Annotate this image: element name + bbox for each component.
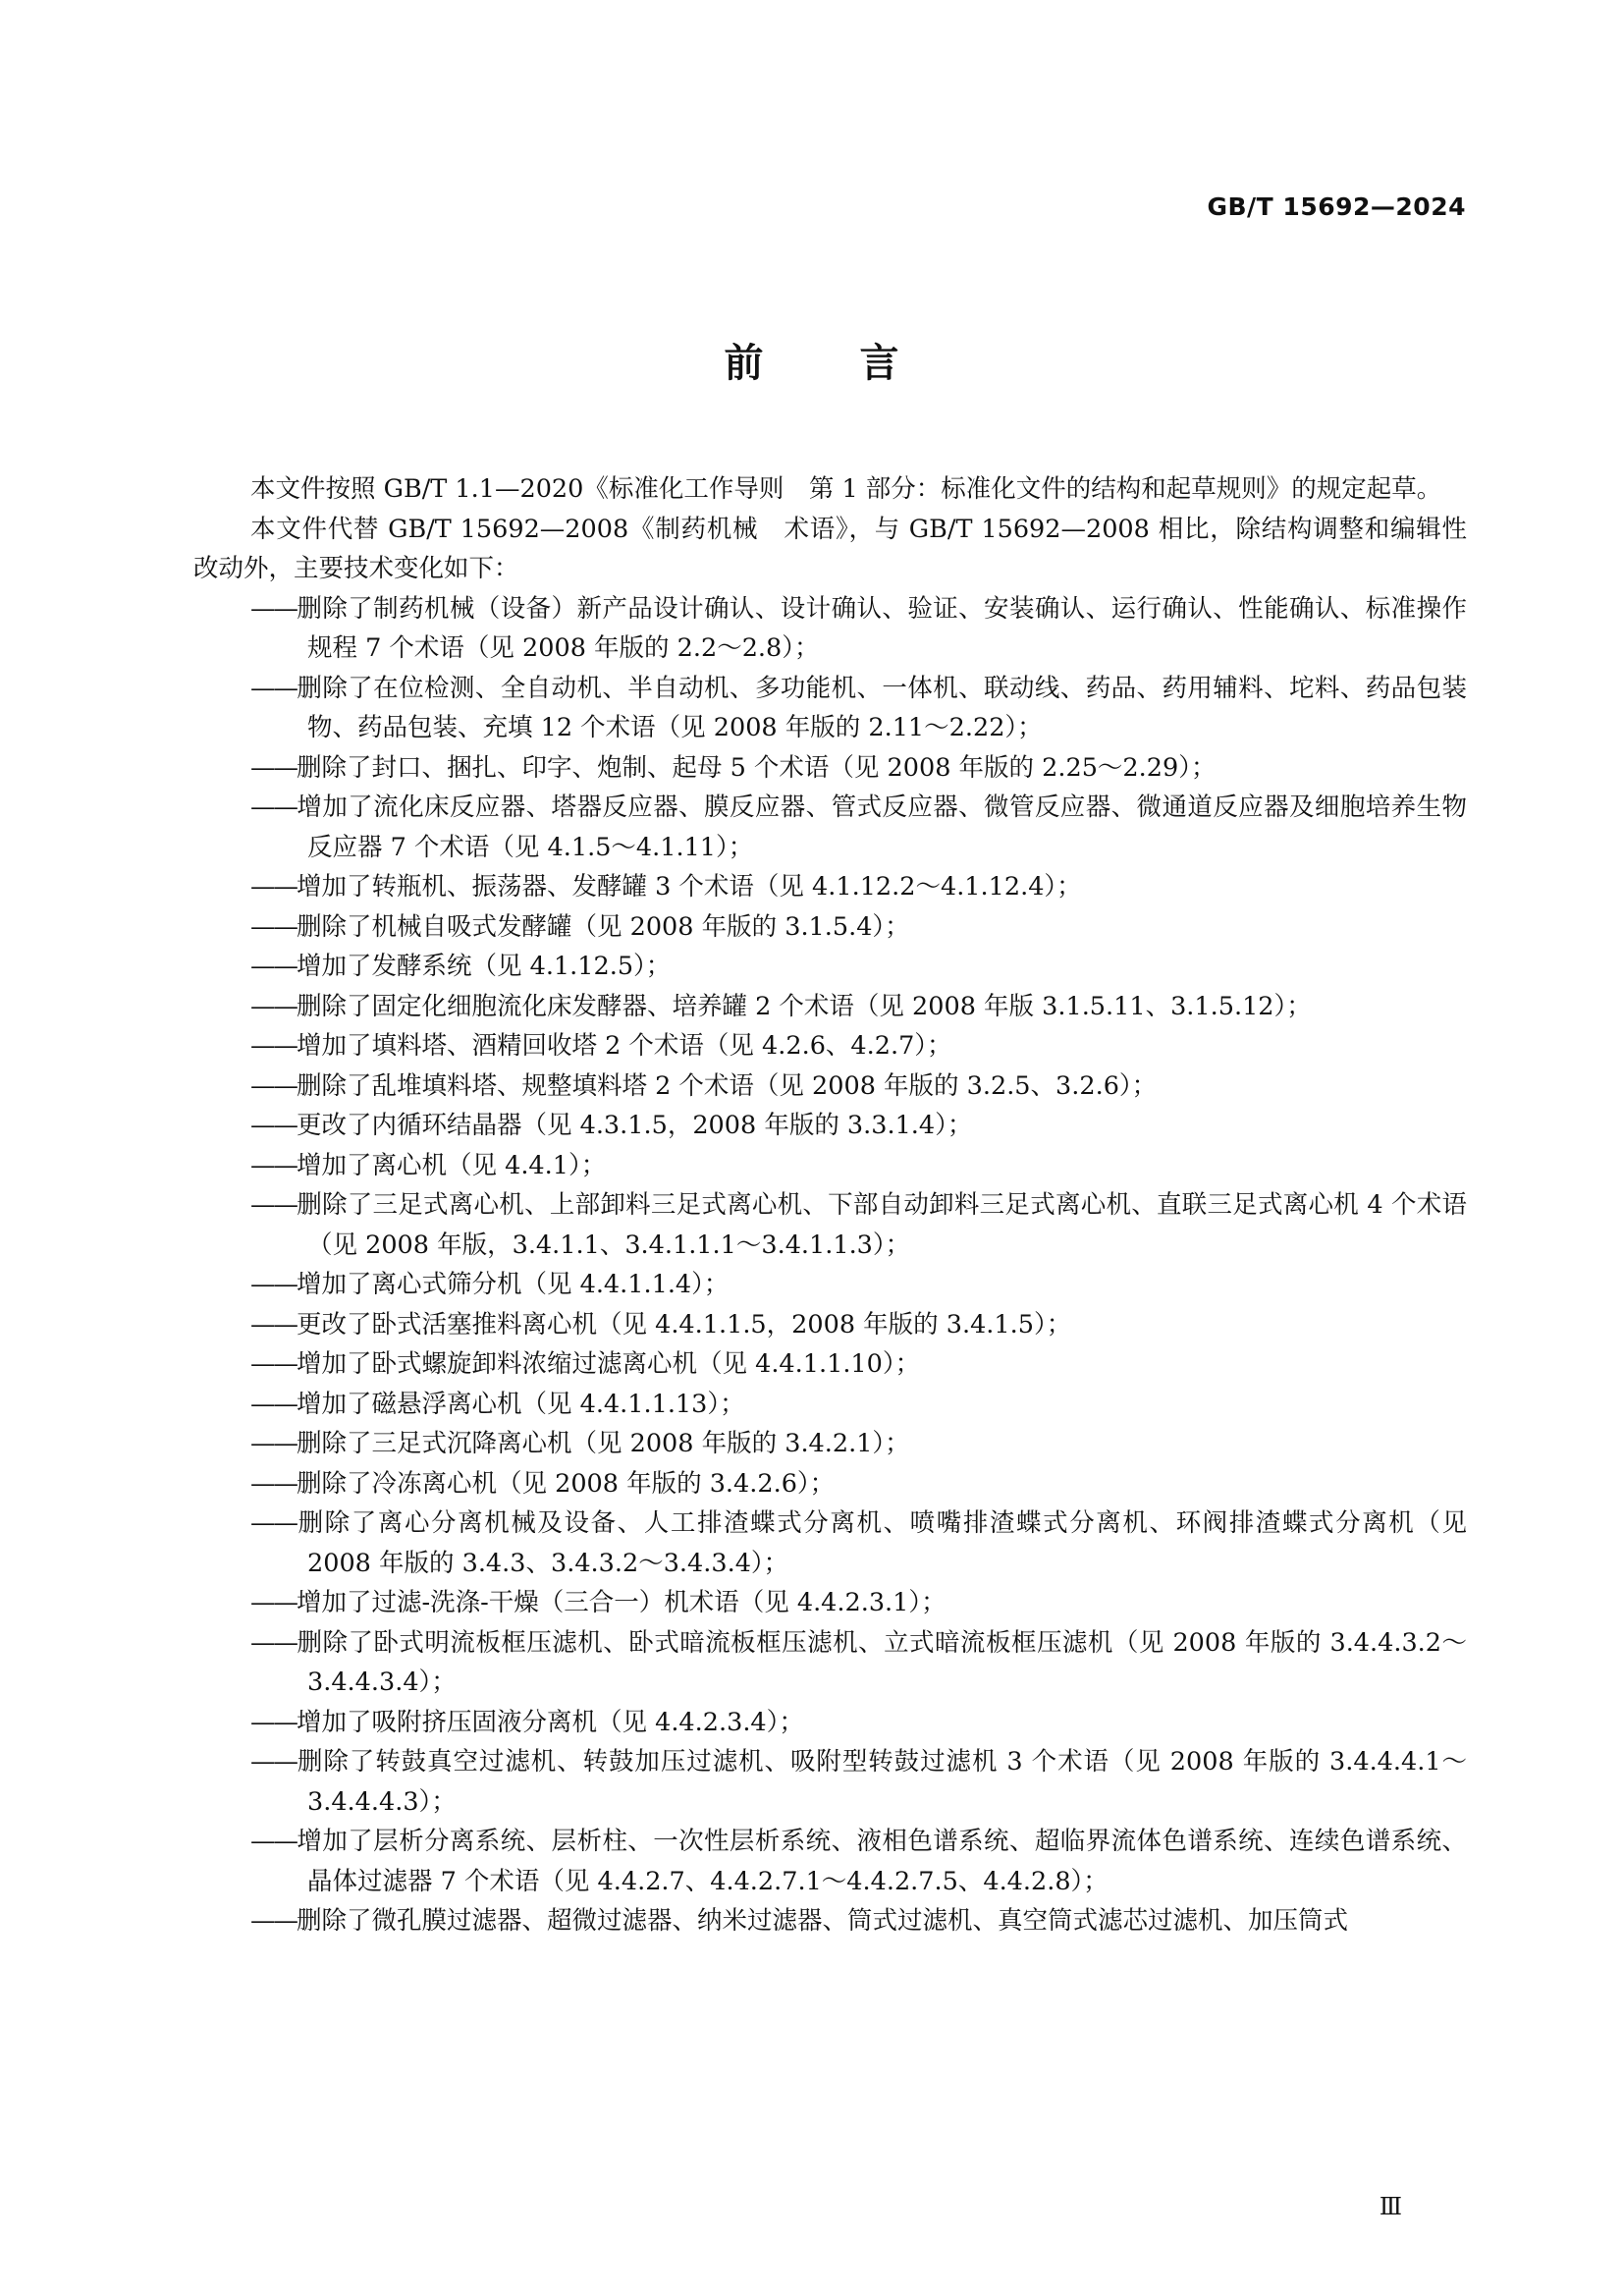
change-text: 删除了离心分离机械及设备、人工排渣蝶式分离机、喷嘴排渣蝶式分离机、环阀排渣蝶式分离机（见 2008 年版的 3.4.3、3.4.3.2～3.4.3.4）； — [297, 1508, 1467, 1578]
list-dash: —— — [250, 1429, 297, 1458]
change-text: 删除了微孔膜过滤器、超微过滤器、纳米过滤器、筒式过滤机、真空筒式滤芯过滤机、加压筒式 — [297, 1906, 1349, 1936]
list-dash: —— — [250, 673, 297, 703]
list-dash: —— — [250, 1389, 297, 1419]
list-dash: —— — [250, 1707, 297, 1737]
change-item — [193, 1703, 1467, 1743]
paragraph: 本文件代替 GB/T 15692—2008《制药机械 术语》，与 GB/T 15692—2008 相比，除结构调整和编辑性改动外，主要技术变化如下： — [193, 514, 1467, 583]
change-item — [193, 1066, 1467, 1107]
changes-list — [193, 589, 1467, 1941]
list-dash: —— — [250, 1270, 297, 1299]
change-item — [193, 1305, 1467, 1345]
change-text: 增加了层析分离系统、层析柱、一次性层析系统、液相色谱系统、超临界流体色谱系统、连续色谱系统、晶体过滤器 7 个术语（见 4.4.2.7、4.4.2.7.1～4.4.2.7.5、4.4.2.8）； — [297, 1827, 1467, 1896]
list-dash: —— — [250, 1906, 297, 1936]
change-item — [193, 1583, 1467, 1623]
change-item — [193, 1623, 1467, 1703]
change-text: 更改了内循环结晶器（见 4.3.1.5，2008 年版的 3.3.1.4）； — [297, 1111, 973, 1140]
change-item — [193, 1106, 1467, 1146]
change-text: 增加了转瓶机、振荡器、发酵罐 3 个术语（见 4.1.12.2～4.1.12.4）； — [297, 872, 1082, 902]
change-item — [193, 1265, 1467, 1305]
change-item — [193, 1503, 1467, 1583]
change-text: 删除了卧式明流板框压滤机、卧式暗流板框压滤机、立式暗流板框压滤机（见 2008 年版的 3.4.4.3.2～3.4.4.3.4）； — [297, 1627, 1467, 1697]
list-dash: —— — [250, 1070, 297, 1101]
change-item — [193, 788, 1467, 867]
list-dash: —— — [250, 1588, 297, 1617]
paragraph: 本文件按照 GB/T 1.1—2020《标准化工作导则 第 1 部分：标准化文件的结构和起草规则》的规定起草。 — [250, 474, 1442, 504]
list-dash: —— — [250, 1309, 297, 1339]
change-item — [193, 589, 1467, 669]
change-item — [193, 867, 1467, 907]
page-title: 前 言 — [724, 341, 899, 386]
change-text: 删除了转鼓真空过滤机、转鼓加压过滤机、吸附型转鼓过滤机 3 个术语（见 2008 年版的 3.4.4.4.1～3.4.4.4.3）； — [297, 1747, 1467, 1817]
list-dash: —— — [250, 1150, 297, 1180]
change-text: 增加了卧式螺旋卸料浓缩过滤离心机（见 4.4.1.1.10）； — [297, 1349, 921, 1379]
list-dash: —— — [250, 911, 297, 942]
change-text: 增加了流化床反应器、塔器反应器、膜反应器、管式反应器、微管反应器、微通道反应器及细胞培养生物反应器 7 个术语（见 4.1.5～4.1.11）； — [297, 793, 1467, 862]
change-text: 增加了过滤-洗涤-干燥（三合一）机术语（见 4.4.2.3.1）； — [297, 1588, 947, 1617]
change-item — [193, 669, 1467, 748]
list-dash: —— — [250, 991, 297, 1021]
change-text: 增加了离心机（见 4.4.1）； — [297, 1150, 607, 1180]
list-dash: —— — [250, 1747, 297, 1777]
change-text: 增加了发酵系统（见 4.1.12.5）； — [297, 952, 672, 981]
change-text: 删除了在位检测、全自动机、半自动机、多功能机、一体机、联动线、药品、药用辅料、坨料、药品包装物、药品包装、充填 12 个术语（见 2008 年版的 2.11～2.22）； — [297, 673, 1467, 742]
list-dash: —— — [250, 1508, 297, 1538]
change-item — [193, 1742, 1467, 1822]
change-text: 删除了机械自吸式发酵罐（见 2008 年版的 3.1.5.4）； — [297, 911, 910, 942]
standard-number: GB/T 15692—2024 — [1207, 192, 1466, 221]
change-item — [193, 1185, 1467, 1265]
change-text: 增加了吸附挤压固液分离机（见 4.4.2.3.4）； — [297, 1707, 804, 1737]
change-item — [193, 947, 1467, 987]
list-dash: —— — [250, 952, 297, 981]
list-dash: —— — [250, 793, 297, 822]
list-dash: —— — [250, 593, 297, 624]
change-item — [193, 748, 1467, 789]
change-text: 更改了卧式活塞推料离心机（见 4.4.1.1.5，2008 年版的 3.4.1.5）； — [297, 1309, 1072, 1339]
list-dash: —— — [250, 1190, 297, 1220]
change-text: 删除了三足式沉降离心机（见 2008 年版的 3.4.2.1）； — [297, 1429, 910, 1458]
change-item — [193, 1901, 1467, 1941]
list-dash: —— — [250, 872, 297, 902]
list-dash: —— — [250, 1031, 297, 1061]
document-body — [193, 469, 1467, 1941]
page-number: Ⅲ — [1379, 2193, 1402, 2220]
list-dash: —— — [250, 1627, 297, 1658]
list-dash: —— — [250, 1468, 297, 1499]
change-text: 增加了磁悬浮离心机（见 4.4.1.1.13）； — [297, 1389, 745, 1419]
change-text: 增加了离心式筛分机（见 4.4.1.1.4）； — [297, 1270, 730, 1299]
change-text: 删除了封口、捆扎、印字、炮制、起母 5 个术语（见 2008 年版的 2.25～2.29）； — [297, 752, 1217, 783]
change-text: 删除了固定化细胞流化床发酵器、培养罐 2 个术语（见 2008 年版 3.1.5.11、3.1.5.12）； — [297, 991, 1312, 1021]
change-item — [193, 1026, 1467, 1066]
change-item — [193, 1344, 1467, 1385]
change-text: 增加了填料塔、酒精回收塔 2 个术语（见 4.2.6、4.2.7）； — [297, 1031, 952, 1061]
list-dash: —— — [250, 1349, 297, 1379]
list-dash: —— — [250, 1827, 297, 1856]
change-item — [193, 1146, 1467, 1186]
change-text: 删除了乱堆填料塔、规整填料塔 2 个术语（见 2008 年版的 3.2.5、3.2.6）； — [297, 1070, 1158, 1101]
change-text: 删除了冷冻离心机（见 2008 年版的 3.4.2.6）； — [297, 1468, 836, 1499]
change-item — [193, 1464, 1467, 1504]
change-item — [193, 987, 1467, 1027]
change-item — [193, 1424, 1467, 1464]
change-text: 删除了三足式离心机、上部卸料三足式离心机、下部自动卸料三足式离心机、直联三足式离心机 4 个术语（见 2008 年版，3.4.1.1、3.4.1.1.1～3.4.1.1.3）； — [297, 1190, 1467, 1260]
change-item — [193, 1822, 1467, 1901]
change-item — [193, 1385, 1467, 1425]
change-text: 删除了制药机械（设备）新产品设计确认、设计确认、验证、安装确认、运行确认、性能确认、标准操作规程 7 个术语（见 2008 年版的 2.2～2.8）； — [297, 593, 1467, 663]
list-dash: —— — [250, 752, 297, 783]
list-dash: —— — [250, 1111, 297, 1140]
change-item — [193, 907, 1467, 948]
